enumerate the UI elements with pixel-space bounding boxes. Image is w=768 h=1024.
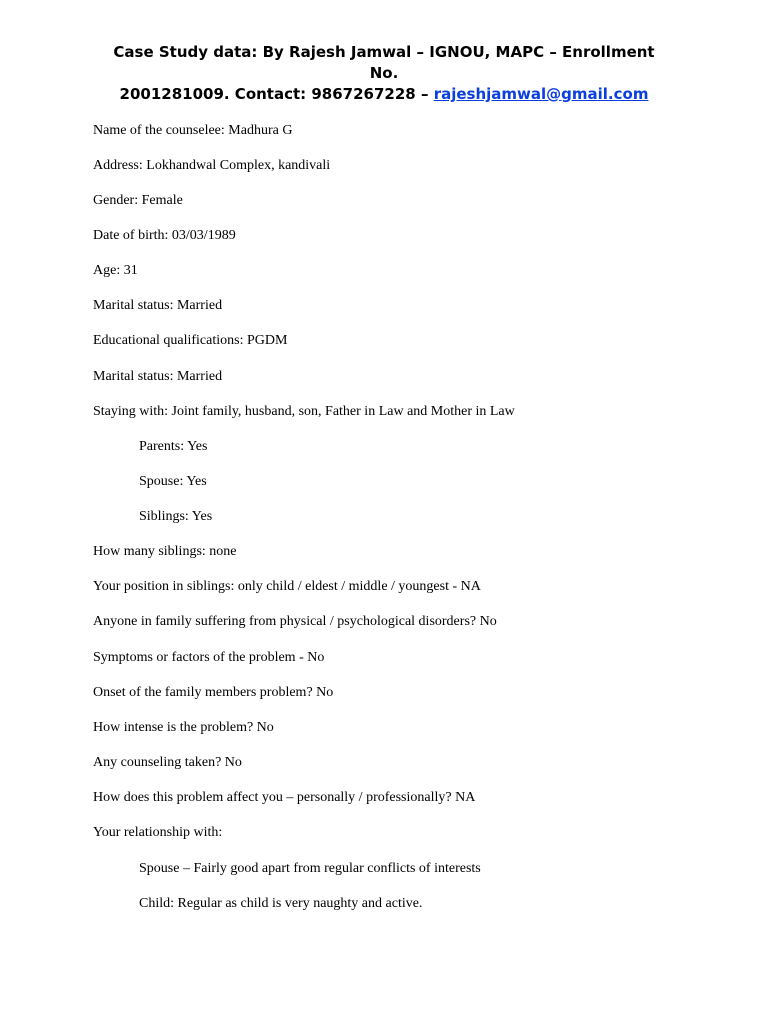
field-name: Name of the counselee: Madhura G	[93, 123, 293, 138]
field-intensity: How intense is the problem? No	[93, 720, 274, 735]
relationship-spouse: Spouse – Fairly good apart from regular conflicts of interests	[139, 861, 481, 876]
document-header	[100, 42, 668, 105]
email-link[interactable]: rajeshjamwal@gmail.com	[433, 85, 649, 103]
field-education: Educational qualifications: PGDM	[93, 333, 288, 348]
relationship-heading: Your relationship with:	[93, 825, 223, 840]
field-family-disorders: Anyone in family suffering from physical / psychological disorders? No	[93, 614, 497, 629]
field-parents: Parents: Yes	[139, 439, 208, 454]
field-marital-status-repeat: Marital status: Married	[93, 369, 223, 384]
field-date-of-birth: Date of birth: 03/03/1989	[93, 228, 236, 243]
field-siblings: Siblings: Yes	[139, 509, 213, 524]
relationship-child: Child: Regular as child is very naughty and active.	[139, 896, 423, 911]
header-line-1: Case Study data: By Rajesh Jamwal – IGNOU, MAPC – Enrollment No.	[113, 43, 655, 82]
field-marital-status: Marital status: Married	[93, 298, 223, 313]
field-sibling-position: Your position in siblings: only child / eldest / middle / youngest - NA	[93, 579, 481, 594]
field-staying-with: Staying with: Joint family, husband, son, Father in Law and Mother in Law	[93, 404, 515, 419]
field-sibling-count: How many siblings: none	[93, 544, 237, 559]
field-spouse: Spouse: Yes	[139, 474, 207, 489]
field-effect: How does this problem affect you – personally / professionally? NA	[93, 790, 476, 805]
field-symptoms: Symptoms or factors of the problem - No	[93, 650, 325, 665]
field-address: Address: Lokhandwal Complex, kandivali	[93, 158, 331, 173]
field-onset: Onset of the family members problem? No	[93, 685, 334, 700]
header-contact-text: 2001281009. Contact: 9867267228 –	[119, 85, 434, 103]
field-gender: Gender: Female	[93, 193, 183, 208]
field-age: Age: 31	[93, 263, 138, 278]
header-line-2	[100, 84, 668, 105]
field-counseling: Any counseling taken? No	[93, 755, 242, 770]
